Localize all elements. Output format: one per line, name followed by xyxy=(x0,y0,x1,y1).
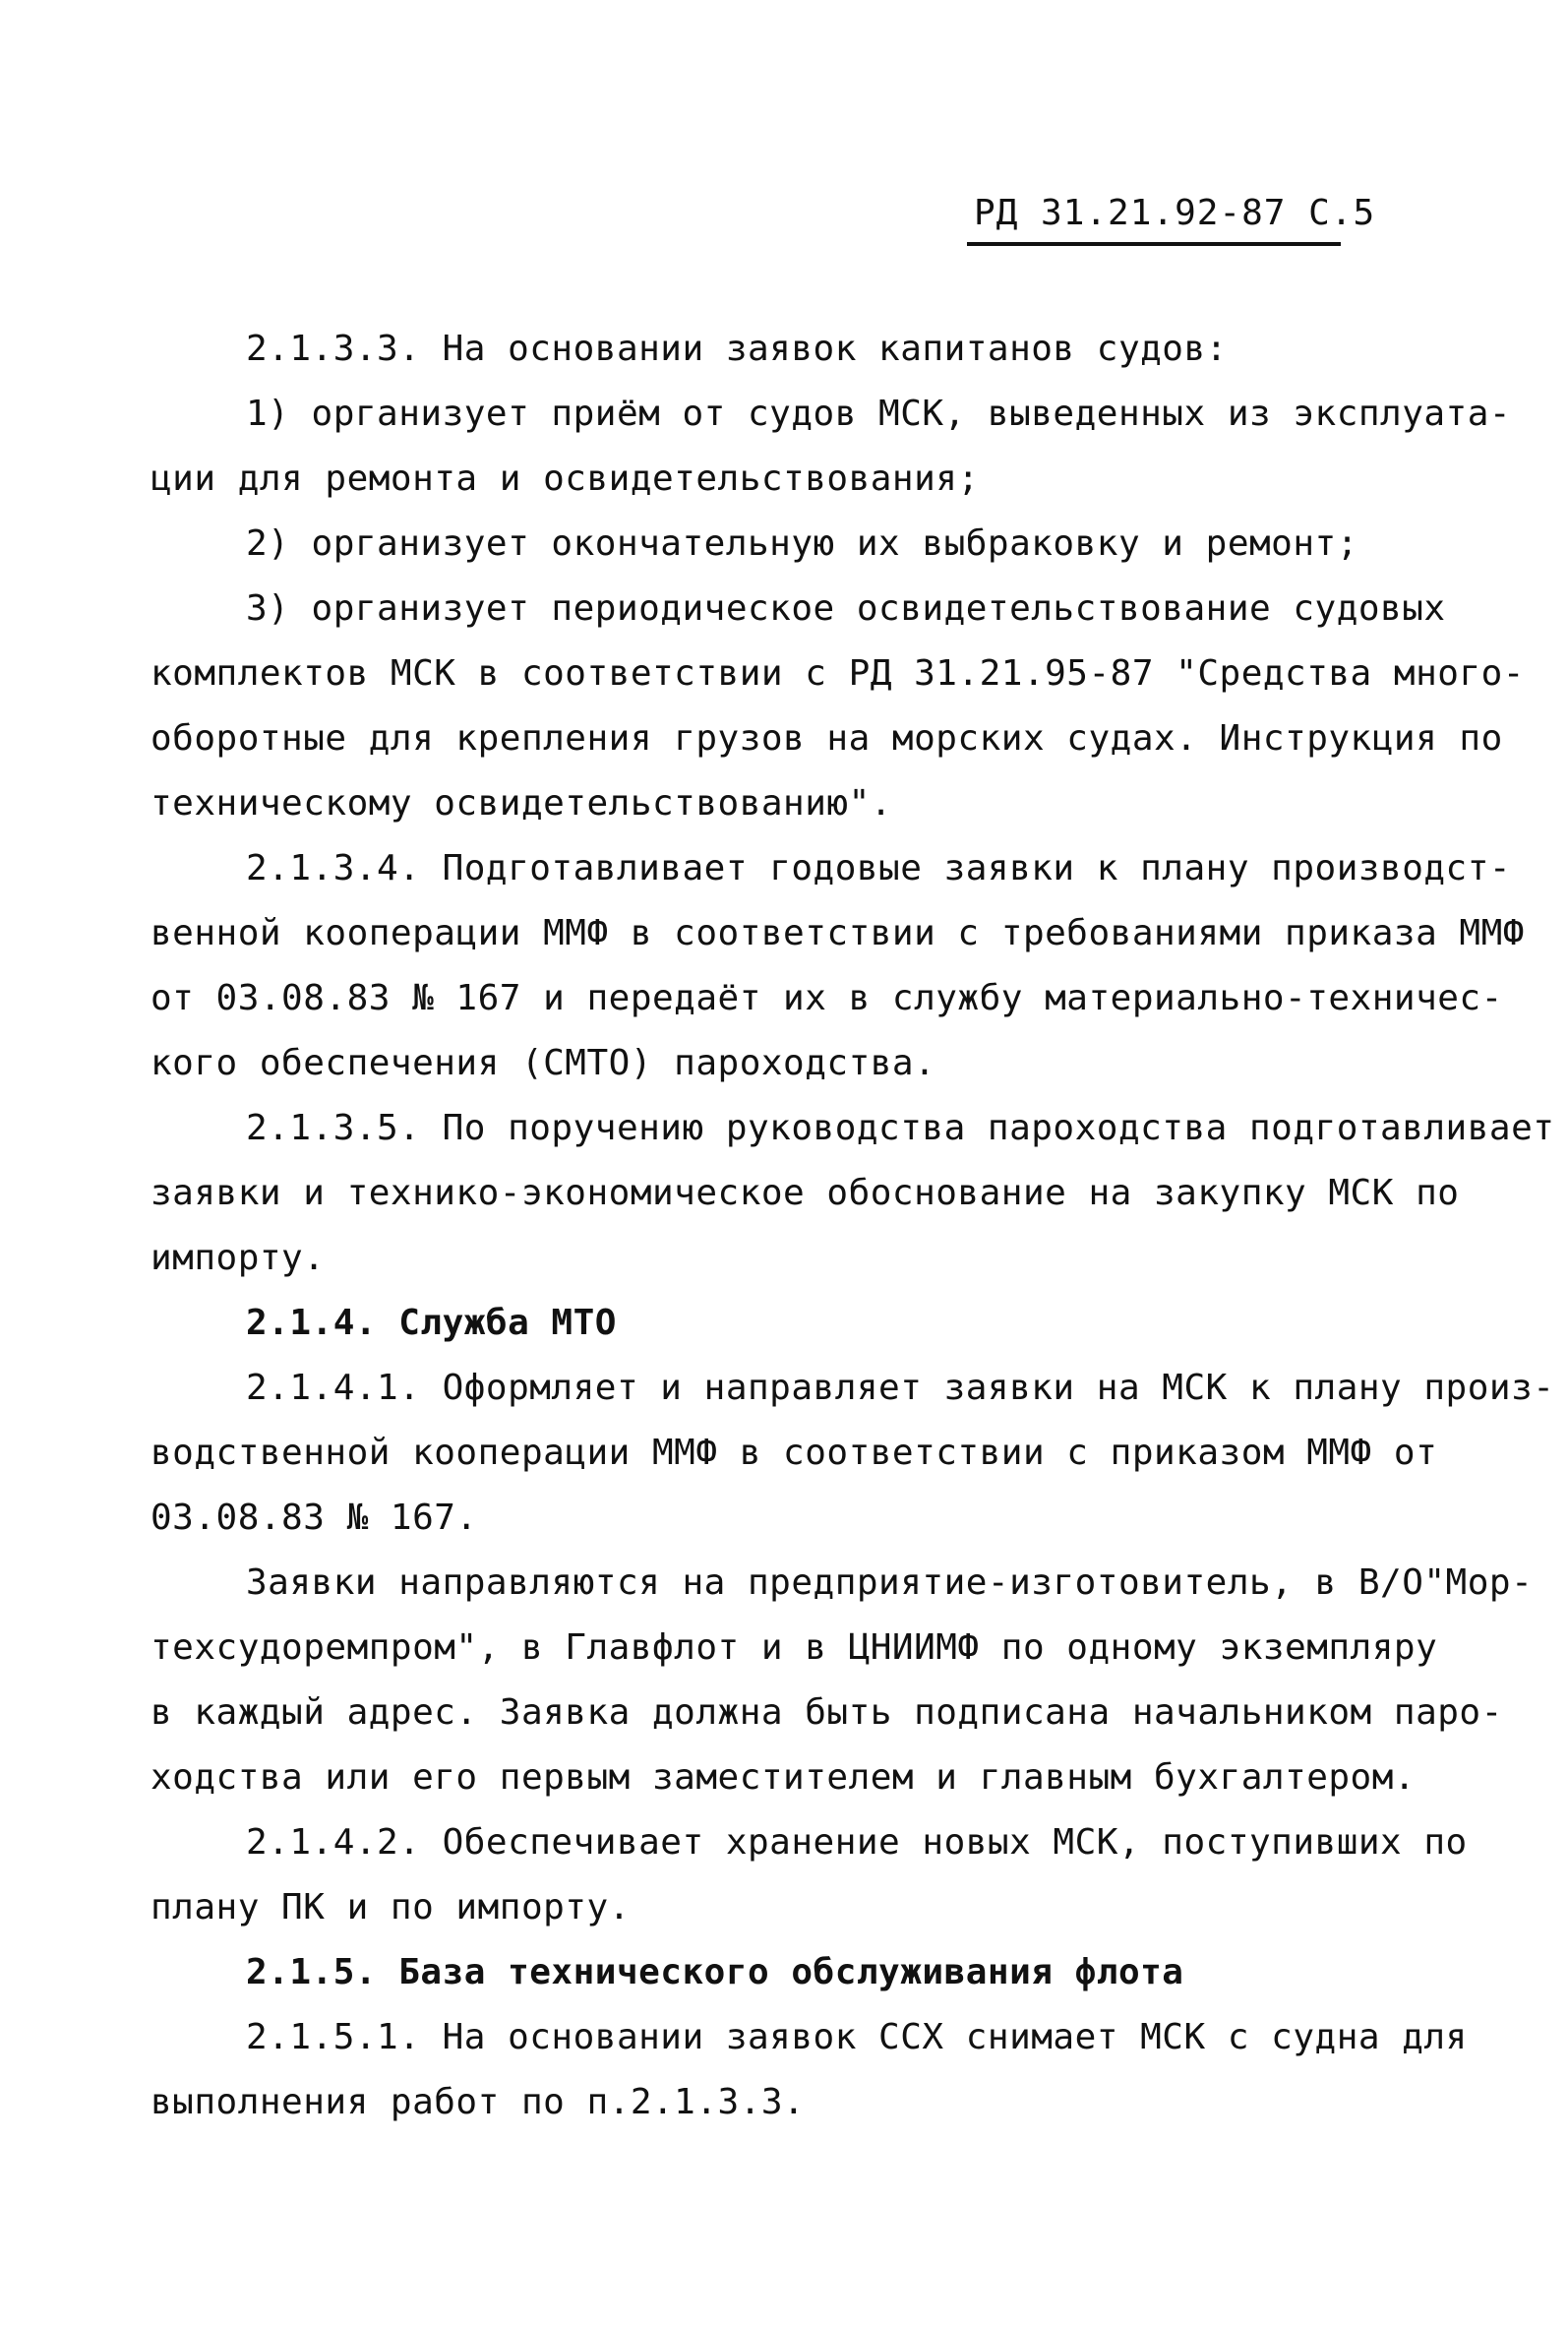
paragraph-line: техническому освидетельствованию". xyxy=(151,783,892,824)
paragraph-line: 2.1.5.1. На основании заявок ССХ снимает МСК с судна для xyxy=(246,2017,1468,2057)
paragraph-line: от 03.08.83 № 167 и передаёт их в службу материально-техничес- xyxy=(151,978,1503,1018)
paragraph-line: водственной кооперации ММФ в соответствии с приказом ММФ от xyxy=(151,1433,1438,1473)
paragraph-line: ции для ремонта и освидетельствования; xyxy=(151,459,980,499)
paragraph-line: импорту. xyxy=(151,1238,326,1278)
paragraph-line: 2.1.4.2. Обеспечивает хранение новых МСК, поступивших по xyxy=(246,1822,1468,1863)
paragraph-line: кого обеспечения (СМТО) пароходства. xyxy=(151,1043,936,1083)
paragraph-line: 03.08.83 № 167. xyxy=(151,1498,478,1538)
section-heading: 2.1.4. Служба МТО xyxy=(246,1303,617,1343)
paragraph-line: оборотные для крепления грузов на морских судах. Инструкция по xyxy=(151,718,1503,759)
section-heading: 2.1.5. База технического обслуживания флота xyxy=(246,1952,1184,1992)
paragraph-line: заявки и технико-экономическое обоснование на закупку МСК по xyxy=(151,1173,1460,1213)
document-reference: РД 31.21.92-87 С.5 xyxy=(974,193,1376,233)
paragraph-line: плану ПК и по импорту. xyxy=(151,1887,631,1927)
paragraph-line: выполнения работ по п.2.1.3.3. xyxy=(151,2082,806,2122)
paragraph-line: 2.1.3.5. По поручению руководства пароходства подготавливает xyxy=(246,1108,1555,1148)
paragraph-line: 2.1.3.3. На основании заявок капитанов судов: xyxy=(246,329,1228,369)
paragraph-line: техсудоремпром", в Главфлот и в ЦНИИМФ по одному экземпляру xyxy=(151,1627,1438,1668)
header-underline xyxy=(967,242,1341,246)
paragraph-line: 1) организует приём от судов МСК, выведенных из эксплуата- xyxy=(246,394,1512,434)
paragraph-line: Заявки направляются на предприятие-изготовитель, в В/О"Мор- xyxy=(246,1562,1534,1603)
paragraph-line: венной кооперации ММФ в соответствии с требованиями приказа ММФ xyxy=(151,913,1525,953)
paragraph-line: комплектов МСК в соответствии с РД 31.21.95-87 "Средства много- xyxy=(151,653,1525,694)
paragraph-line: ходства или его первым заместителем и главным бухгалтером. xyxy=(151,1757,1417,1798)
paragraph-line: в каждый адрес. Заявка должна быть подписана начальником паро- xyxy=(151,1692,1503,1733)
paragraph-line: 2.1.3.4. Подготавливает годовые заявки к плану производст- xyxy=(246,848,1512,888)
paragraph-line: 2) организует окончательную их выбраковку и ремонт; xyxy=(246,523,1358,564)
paragraph-line: 2.1.4.1. Оформляет и направляет заявки на МСК к плану произ- xyxy=(246,1368,1555,1408)
paragraph-line: 3) организует периодическое освидетельствование судовых xyxy=(246,588,1446,629)
